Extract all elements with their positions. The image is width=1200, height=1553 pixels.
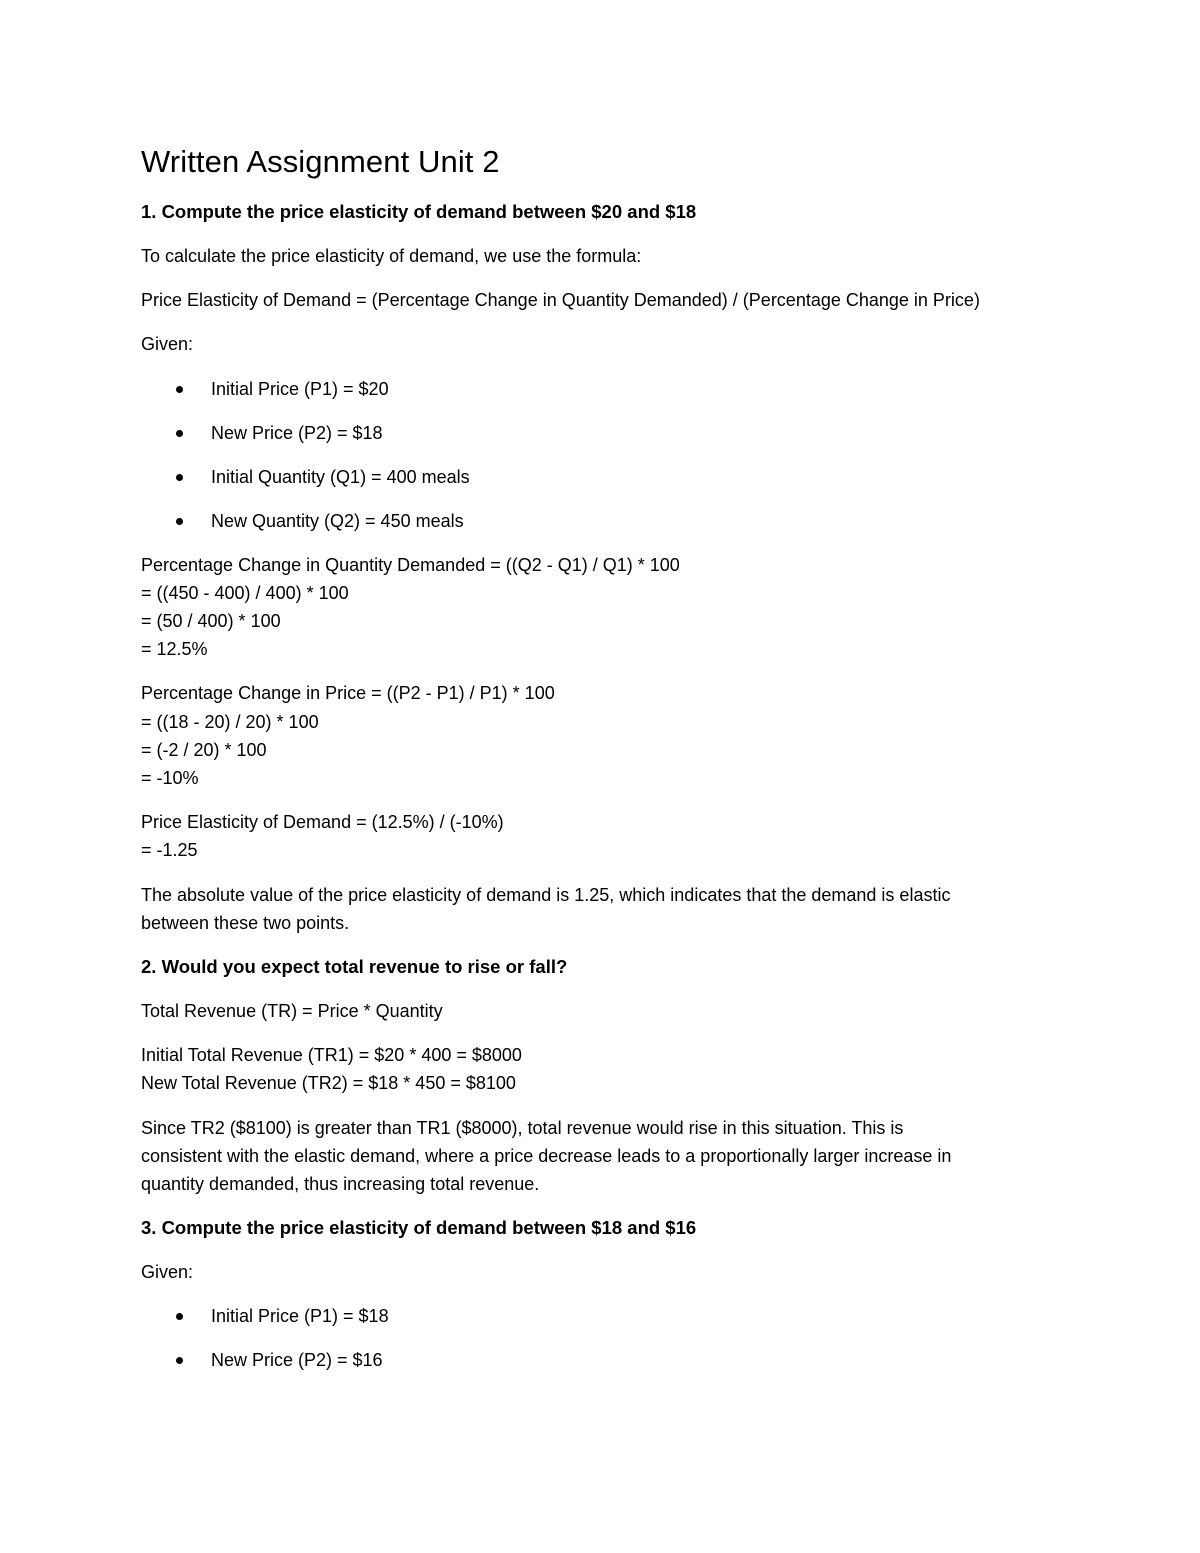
calc-line: = -10% (141, 768, 199, 789)
q1-given-list (141, 375, 1060, 535)
calc-line: = ((450 - 400) / 400) * 100 (141, 582, 349, 603)
list-item (141, 1346, 1060, 1374)
q3-heading: 3. Compute the price elasticity of demand between $18 and $16 (141, 1217, 697, 1239)
q2-total-revenue-lines (141, 1041, 1060, 1097)
list-item (141, 463, 1060, 491)
list-item (141, 419, 1060, 447)
list-item-text: Initial Quantity (Q1) = 400 meals (211, 466, 470, 487)
bullet-icon (176, 386, 183, 393)
calc-line: = -1.25 (141, 840, 198, 861)
calc-line: = ((18 - 20) / 20) * 100 (141, 711, 319, 732)
bullet-icon (176, 1313, 183, 1320)
paragraph-line: consistent with the elastic demand, where a price decrease leads to a proportionally larger increase in (141, 1145, 952, 1166)
q1-conclusion (141, 881, 1060, 937)
calc-line: Percentage Change in Price = ((P2 - P1) / P1) * 100 (141, 683, 555, 704)
calc-line: Initial Total Revenue (TR1) = $20 * 400 = $8000 (141, 1045, 522, 1066)
q1-quantity-calculation (141, 551, 1060, 664)
q1-given-label: Given: (141, 334, 194, 355)
list-item-text: New Quantity (Q2) = 450 meals (211, 510, 464, 531)
list-item-text: New Price (P2) = $16 (211, 1350, 383, 1371)
q1-heading: 1. Compute the price elasticity of demand between $20 and $18 (141, 201, 697, 222)
list-item-text: Initial Price (P1) = $18 (211, 1306, 389, 1327)
calc-line: Percentage Change in Quantity Demanded = ((Q2 - Q1) / Q1) * 100 (141, 554, 680, 575)
paragraph-line: The absolute value of the price elasticity of demand is 1.25, which indicates that the demand is elastic (141, 884, 951, 905)
q3-given-label: Given: (141, 1262, 194, 1283)
calc-line: Price Elasticity of Demand = (12.5%) / (-10%) (141, 812, 504, 833)
calc-line: = 12.5% (141, 639, 208, 660)
paragraph-line: Since TR2 ($8100) is greater than TR1 ($8000), total revenue would rise in this situation. This is (141, 1117, 904, 1138)
q1-price-calculation (141, 679, 1060, 792)
q2-heading: 2. Would you expect total revenue to rise or fall? (141, 956, 568, 978)
q2-formula: Total Revenue (TR) = Price * Quantity (141, 1001, 443, 1022)
bullet-icon (176, 518, 183, 525)
list-item (141, 1302, 1060, 1330)
bullet-icon (176, 430, 183, 437)
document-title: Written Assignment Unit 2 (141, 144, 500, 179)
bullet-icon (176, 1357, 183, 1364)
bullet-icon (176, 474, 183, 481)
q3-given-list (141, 1302, 1060, 1374)
q2-conclusion (141, 1114, 1060, 1199)
paragraph-line: quantity demanded, thus increasing total revenue. (141, 1174, 540, 1195)
list-item-text: New Price (P2) = $18 (211, 422, 383, 443)
q1-formula: Price Elasticity of Demand = (Percentage Change in Quantity Demanded) / (Percentage Change in Price) (141, 290, 980, 311)
q1-intro: To calculate the price elasticity of demand, we use the formula: (141, 246, 642, 266)
list-item-text: Initial Price (P1) = $20 (211, 378, 389, 399)
calc-line: = (50 / 400) * 100 (141, 611, 281, 632)
list-item (141, 375, 1060, 403)
list-item (141, 507, 1060, 535)
calc-line: = (-2 / 20) * 100 (141, 739, 267, 760)
q1-elasticity-calculation (141, 808, 1060, 864)
calc-line: New Total Revenue (TR2) = $18 * 450 = $8100 (141, 1073, 516, 1094)
paragraph-line: between these two points. (141, 912, 350, 933)
